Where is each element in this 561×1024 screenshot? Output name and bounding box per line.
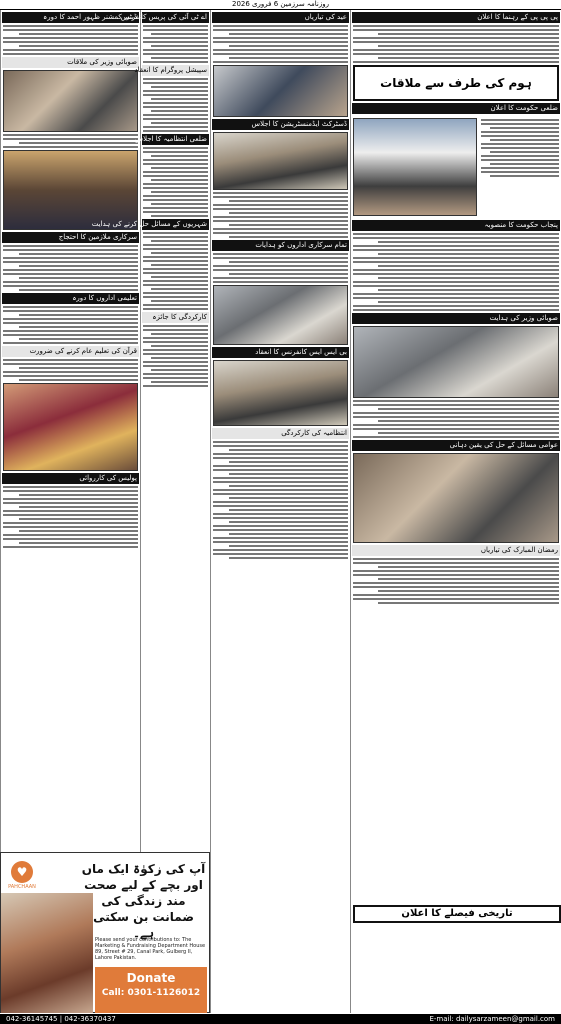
article-text [213, 253, 348, 283]
donate-phone: Call: 0301-1126012 [101, 988, 201, 998]
heart-icon: ♥ [11, 861, 33, 883]
article-text [481, 117, 559, 217]
masthead-date: روزنامہ سرزمین 6 فروری 2026 [0, 0, 561, 10]
article-text [353, 25, 559, 63]
headline: صوبائی وزیر کی ہدایت [352, 313, 560, 324]
article-text [213, 441, 348, 559]
headline: عوامی مسائل کے حل کی یقین دہانی [352, 440, 560, 451]
news-photo [213, 65, 348, 117]
article-text [3, 359, 138, 381]
headline: عید کی تیاریاں [212, 12, 349, 23]
headline: بی ایس ایس کانفرنس کا انعقاد [212, 347, 349, 358]
article-text [3, 134, 138, 148]
headline: شہریوں کے مسائل حل کرنے کی ہدایت [91, 220, 207, 228]
column-3 [210, 10, 350, 1013]
headline: پی پی پی کے رہنما کا اعلان [352, 12, 560, 23]
column-4 [350, 10, 561, 1013]
news-photo [3, 150, 138, 230]
headline: پولیس کی کارروائی [2, 473, 139, 484]
headline: ڈسٹرکٹ ایڈمنسٹریشن کا اجلاس [212, 119, 349, 130]
article-text [213, 192, 348, 238]
news-photo [213, 360, 348, 426]
brand-logo [7, 861, 37, 890]
article-text [143, 78, 208, 132]
news-photo [213, 285, 348, 345]
ad-headline: آپ کی زکوٰۃ ایک ماں اور بچے کے لیے صحت مند زندگی کی ضمانت بن سکتی ہے۔ [81, 862, 206, 940]
headline: صوبائی وزیر کی ملاقات [2, 57, 139, 68]
footer-phones: 042-36145745 | 042-36370437 [6, 1015, 116, 1023]
mother-child-photo [1, 893, 93, 1013]
news-photo [213, 132, 348, 190]
headline: سرکاری ملازمین کا احتجاج [2, 232, 139, 243]
article-text [3, 245, 138, 291]
contribution-address: Please send your contributions to: The Marketing & Fundraising Department House 89, Street # 29, Canal Park, Gulberg II, Lahore Pakistan. [95, 937, 206, 961]
headline: تمام سرکاری اداروں کو ہدایات [212, 240, 349, 251]
headline: رمضان المبارک کی تیاریاں [352, 545, 560, 556]
article-text [143, 147, 208, 217]
article-text [3, 486, 138, 548]
news-photo [353, 453, 559, 543]
headline: ڈپٹی کمشنر ظہور احمد کا دورہ [2, 12, 139, 23]
article-text [213, 25, 348, 63]
headline: کارکردگی کا جائزہ [142, 312, 209, 323]
news-photo [353, 326, 559, 398]
article-text [3, 306, 138, 344]
brand-name: PAHCHAAN [8, 884, 36, 890]
headline: تعلیمی اداروں کا دورہ [2, 293, 139, 304]
headline: سپیشل پروگرام کا انعقاد [134, 66, 207, 74]
article-text [353, 233, 559, 311]
headline: ضلعی انتظامیہ کا اجلاس [134, 135, 207, 143]
footer-email[interactable]: E-mail: dailysarzameen@gmail.com [429, 1015, 555, 1023]
bottom-headline-box: تاریخی فیصلے کا اعلان [353, 905, 561, 923]
news-photo [3, 70, 138, 132]
donation-advertisement[interactable] [0, 852, 210, 1013]
footer-bar [0, 1014, 561, 1024]
article-text [143, 232, 208, 310]
article-text [3, 25, 138, 55]
article-with-photo [351, 116, 561, 218]
headline: انتظامیہ کی کارکردگی [212, 428, 349, 439]
headline: قرآن کی تعلیم عام کرنے کی ضرورت [2, 346, 139, 357]
news-photo [3, 383, 138, 471]
headline: پنجاب حکومت کا منصوبہ [352, 220, 560, 231]
feature-banner: ہوم کی طرف سے ملاقات [353, 65, 559, 101]
article-text [353, 400, 559, 438]
headline: اے ٹی آئی کی پریس کانفرنس [120, 13, 207, 21]
article-text [143, 25, 208, 63]
donate-label: Donate [126, 971, 176, 985]
donate-button[interactable] [95, 967, 207, 1013]
article-text [353, 558, 559, 604]
news-photo [353, 118, 477, 216]
headline: ضلعی حکومت کا اعلان [352, 103, 560, 114]
article-text [143, 325, 208, 387]
